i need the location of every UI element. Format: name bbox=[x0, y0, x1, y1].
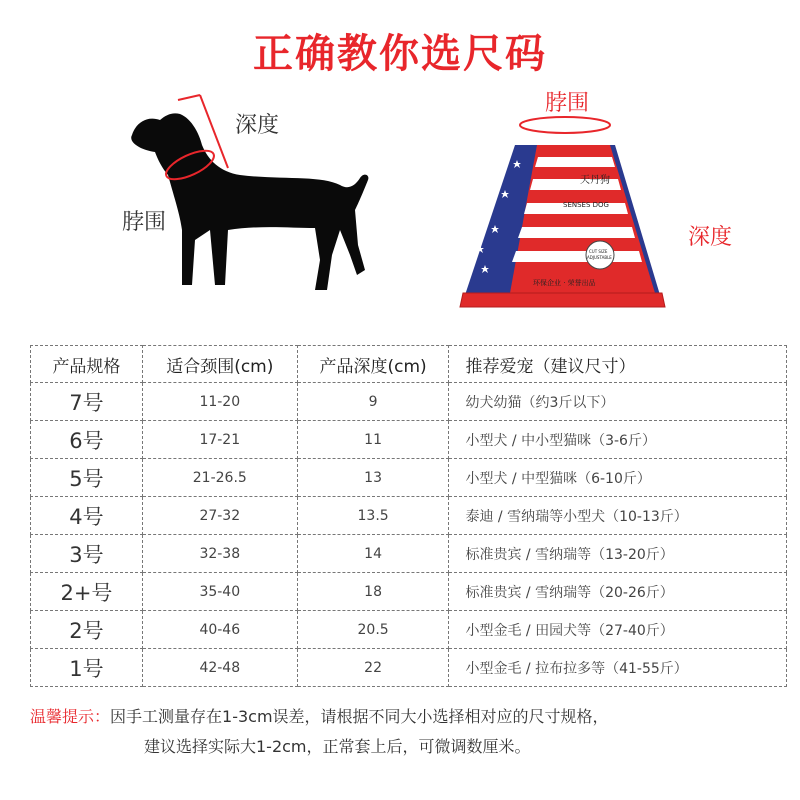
depth-cell: 9 bbox=[297, 383, 449, 421]
table-row bbox=[31, 459, 787, 497]
depth-cell: 11 bbox=[297, 421, 449, 459]
depth-cell: 20.5 bbox=[297, 611, 449, 649]
cone-neck-label: 脖围 bbox=[545, 91, 590, 116]
header-neck: 适合颈围(cm) bbox=[142, 346, 297, 383]
dog-neck-label: 脖围 bbox=[122, 210, 167, 235]
header-pet: 推荐爱宠（建议尺寸） bbox=[449, 346, 787, 383]
size-cell: 3号 bbox=[31, 535, 143, 573]
header-size: 产品规格 bbox=[31, 346, 143, 383]
pet-cell: 小型金毛 / 拉布拉多等（41-55斤） bbox=[449, 649, 787, 687]
size-cell: 4号 bbox=[31, 497, 143, 535]
depth-cell: 14 bbox=[297, 535, 449, 573]
pet-cell: 小型犬 / 中小型猫咪（3-6斤） bbox=[449, 421, 787, 459]
neck-cell: 42-48 bbox=[142, 649, 297, 687]
pet-cell: 标准贵宾 / 雪纳瑞等（20-26斤） bbox=[449, 573, 787, 611]
depth-cell: 13 bbox=[297, 459, 449, 497]
table-row bbox=[31, 383, 787, 421]
table-header-row bbox=[31, 346, 787, 383]
dog-silhouette bbox=[131, 113, 368, 290]
table-row bbox=[31, 497, 787, 535]
depth-cell: 18 bbox=[297, 573, 449, 611]
size-cell: 1号 bbox=[31, 649, 143, 687]
table-row bbox=[31, 611, 787, 649]
table-row bbox=[31, 649, 787, 687]
table-row bbox=[31, 573, 787, 611]
cone-logo-text: 天丹狗 bbox=[580, 175, 610, 186]
pet-cell: 小型金毛 / 田园犬等（27-40斤） bbox=[449, 611, 787, 649]
tip-label: 温馨提示： bbox=[30, 707, 111, 726]
pet-cell: 泰迪 / 雪纳瑞等小型犬（10-13斤） bbox=[449, 497, 787, 535]
neck-cell: 32-38 bbox=[142, 535, 297, 573]
size-cell: 2+号 bbox=[31, 573, 143, 611]
cone-logo-sub: SENSES DOG bbox=[563, 201, 609, 209]
neck-cell: 35-40 bbox=[142, 573, 297, 611]
depth-cell: 13.5 bbox=[297, 497, 449, 535]
pet-cell: 小型犬 / 中型猫咪（6-10斤） bbox=[449, 459, 787, 497]
size-cell: 6号 bbox=[31, 421, 143, 459]
cone-neck-ellipse bbox=[520, 117, 610, 133]
pet-cell: 标准贵宾 / 雪纳瑞等（13-20斤） bbox=[449, 535, 787, 573]
page-title: 正确教你选尺码 bbox=[253, 31, 547, 77]
cone-collar-image bbox=[455, 95, 675, 325]
cone-badge-line1: CUT SIZE bbox=[589, 249, 608, 254]
cone-bottom-text: 环保企业 · 荣誉出品 bbox=[533, 279, 596, 287]
size-table bbox=[30, 345, 787, 687]
tip-line-1: 因手工测量存在1-3cm误差，请根据不同大小选择相对应的尺寸规格， bbox=[110, 707, 609, 726]
size-cell: 2号 bbox=[31, 611, 143, 649]
depth-cell: 22 bbox=[297, 649, 449, 687]
neck-cell: 27-32 bbox=[142, 497, 297, 535]
neck-cell: 17-21 bbox=[142, 421, 297, 459]
neck-cell: 11-20 bbox=[142, 383, 297, 421]
neck-cell: 40-46 bbox=[142, 611, 297, 649]
pet-cell: 幼犬幼猫（约3斤以下） bbox=[449, 383, 787, 421]
table-row bbox=[31, 421, 787, 459]
cone-badge-line2: ADJUSTABLE bbox=[587, 255, 612, 260]
tip-note bbox=[30, 702, 790, 762]
table-row bbox=[31, 535, 787, 573]
header-depth: 产品深度(cm) bbox=[297, 346, 449, 383]
size-cell: 5号 bbox=[31, 459, 143, 497]
dog-depth-label: 深度 bbox=[235, 113, 280, 138]
size-cell: 7号 bbox=[31, 383, 143, 421]
depth-measure-line-1 bbox=[178, 95, 200, 100]
tip-line-2: 建议选择实际大1-2cm，正常套上后，可微调数厘米。 bbox=[144, 737, 531, 756]
cone-depth-label: 深度 bbox=[688, 225, 733, 250]
cone-bottom-rim bbox=[460, 293, 665, 307]
neck-cell: 21-26.5 bbox=[142, 459, 297, 497]
